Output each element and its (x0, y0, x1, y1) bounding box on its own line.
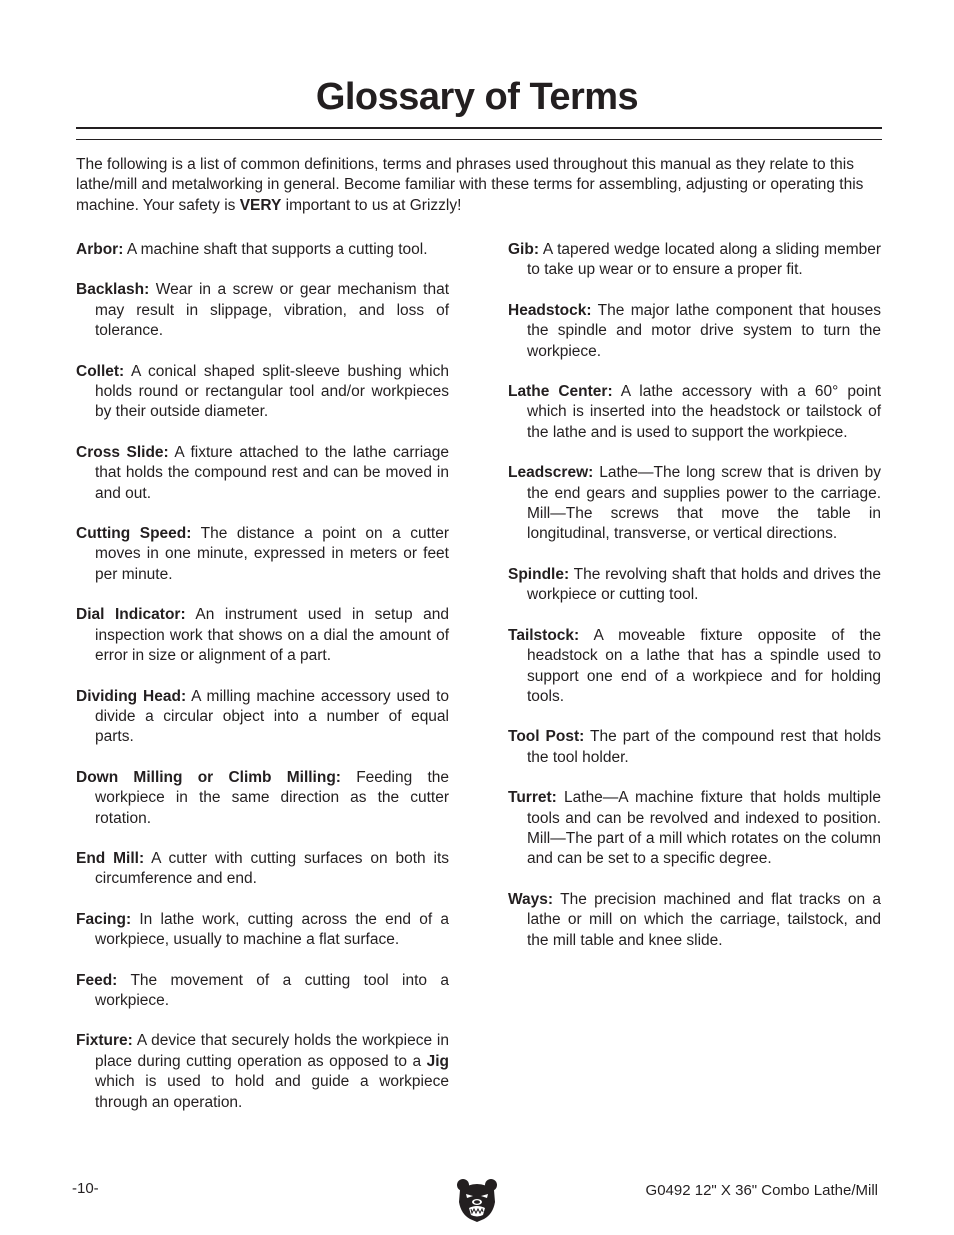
glossary-entry (508, 240, 881, 281)
glossary-definition: A lathe accessory with a 60° point which is inserted into the headstock or tailstock of the lathe and is used to support the workpiece. (527, 383, 882, 441)
glossary-term: Dial Indicator: (76, 606, 186, 624)
glossary-definition: A milling machine accessory used to divide a circular object into a number of equal parts. (95, 687, 450, 746)
glossary-entry (508, 788, 881, 870)
glossary-entry (508, 382, 881, 443)
glossary-entry (76, 687, 449, 748)
glossary-entry (76, 362, 449, 423)
glossary-definition: Feeding the workpiece in the same direction as the cutter rotation. (95, 768, 449, 827)
glossary-definition: A machine shaft that supports a cutting tool. (126, 241, 428, 258)
glossary-entry (76, 768, 449, 829)
glossary-definition: The part of the compound rest that holds the tool holder. (527, 728, 881, 766)
glossary-definition: An instrument used in setup and inspection work that shows on a dial the amount of error in size or alignment of a part. (95, 606, 450, 665)
glossary-term: Spindle: (508, 565, 570, 583)
intro-text-end: important to us at Grizzly! (281, 196, 462, 214)
title-rule-thick (76, 127, 882, 129)
glossary-term: Tailstock: (508, 626, 580, 644)
glossary-term: Headstock: (508, 301, 592, 319)
page-title: Glossary of Terms (315, 76, 639, 118)
glossary-term: Feed: (76, 971, 118, 989)
glossary-definition: The movement of a cutting tool into a workpiece. (95, 971, 450, 1009)
glossary-entry (508, 626, 881, 708)
glossary-term: End Mill: (76, 849, 145, 867)
glossary-term: Tool Post: (508, 728, 585, 746)
glossary-definition: The revolving shaft that holds and drives the workpiece or cutting tool. (527, 565, 882, 604)
glossary-entry (508, 565, 881, 606)
glossary-entry (76, 443, 449, 504)
glossary-entry (76, 524, 449, 585)
glossary-entry (508, 463, 881, 545)
glossary-entry (76, 1031, 449, 1113)
glossary-entry (508, 890, 881, 951)
glossary-term: Collet: (76, 362, 125, 380)
glossary-term: Backlash: (76, 281, 150, 299)
glossary-definition: The distance a point on a cutter moves in one minute, expressed in meters or feet per minute. (95, 525, 449, 583)
model-label: G0492 12" X 36" Combo Lathe/Mill (645, 1182, 878, 1199)
glossary-term: Cutting Speed: (76, 525, 192, 543)
glossary-definition: A moveable fixture opposite of the headstock on a lathe that has a spindle used to support one end of a workpiece and for holding tools. (527, 626, 881, 705)
glossary-definition: Lathe—The long screw that is driven by the end gears and supplies power to the carriage. Mill—The screws that move the table in longitudinal, transverse, or vertical directions. (527, 464, 882, 543)
glossary-definition-end: which is used to hold and guide a workpiece through an operation. (95, 1073, 449, 1111)
glossary-entry (76, 971, 449, 1012)
glossary-definition: Lathe—A machine fixture that holds multiple tools and can be revolved and indexed to position. Mill—The part of a mill which rotates on the column and can be set to a specific degree. (527, 789, 881, 868)
glossary-definition: A conical shaped split-sleeve bushing which holds round or rectangular tool and/or workpieces by their outside diameter. (95, 362, 449, 421)
glossary-term: Dividing Head: (76, 687, 187, 705)
glossary-definition: A device that securely holds the workpiece in place during cutting operation as opposed to a (95, 1032, 449, 1070)
glossary-term: Fixture: (76, 1032, 133, 1050)
glossary-term: Down Milling or Climb Milling: (76, 768, 341, 786)
glossary-entry (508, 727, 881, 768)
glossary-term: Lathe Center: (508, 383, 613, 401)
intro-text: The following is a list of common definitions, terms and phrases used throughout this manual as they relate to this lathe/mill and metalworking in general. Become familiar with these terms for assembling, adjusting or operating this machine. Your safety is (76, 156, 864, 214)
glossary-entry (76, 280, 449, 341)
glossary-inline-term: Jig (426, 1052, 449, 1070)
glossary-right-column (508, 240, 881, 971)
glossary-entry (76, 240, 449, 260)
glossary-definition: A cutter with cutting surfaces on both its circumference and end. (95, 849, 450, 888)
glossary-definition: Wear in a screw or gear mechanism that may result in slippage, vibration, and loss of tolerance. (95, 281, 449, 340)
glossary-term: Turret: (508, 789, 557, 807)
grizzly-bear-logo-icon (456, 1176, 498, 1222)
glossary-left-column (76, 240, 449, 1133)
glossary-definition: A fixture attached to the lathe carriage that holds the compound rest and can be moved in and out. (95, 443, 449, 502)
glossary-entry (508, 301, 881, 362)
glossary-term: Facing: (76, 910, 132, 928)
glossary-definition: A tapered wedge located along a sliding member to take up wear or to ensure a proper fit. (527, 241, 882, 279)
glossary-term: Leadscrew: (508, 464, 594, 482)
glossary-entry (76, 910, 449, 951)
glossary-definition: The precision machined and flat tracks on a lathe or mill on which the carriage, tailstock, and the mill table and knee slide. (527, 890, 882, 949)
glossary-entry (76, 849, 449, 890)
glossary-term: Gib: (508, 241, 539, 258)
intro-emphasis: VERY (239, 196, 282, 214)
glossary-entry (76, 605, 449, 666)
glossary-definition: In lathe work, cutting across the end of a workpiece, usually to machine a flat surface. (95, 910, 450, 949)
glossary-term: Arbor: (76, 241, 124, 258)
glossary-term: Ways: (508, 890, 554, 908)
glossary-term: Cross Slide: (76, 443, 169, 461)
glossary-definition: The major lathe component that houses the spindle and motor drive system to turn the workpiece. (527, 301, 881, 360)
title-rule-thin (76, 139, 882, 140)
page-number: -10- (72, 1180, 99, 1197)
intro-paragraph (76, 155, 882, 216)
